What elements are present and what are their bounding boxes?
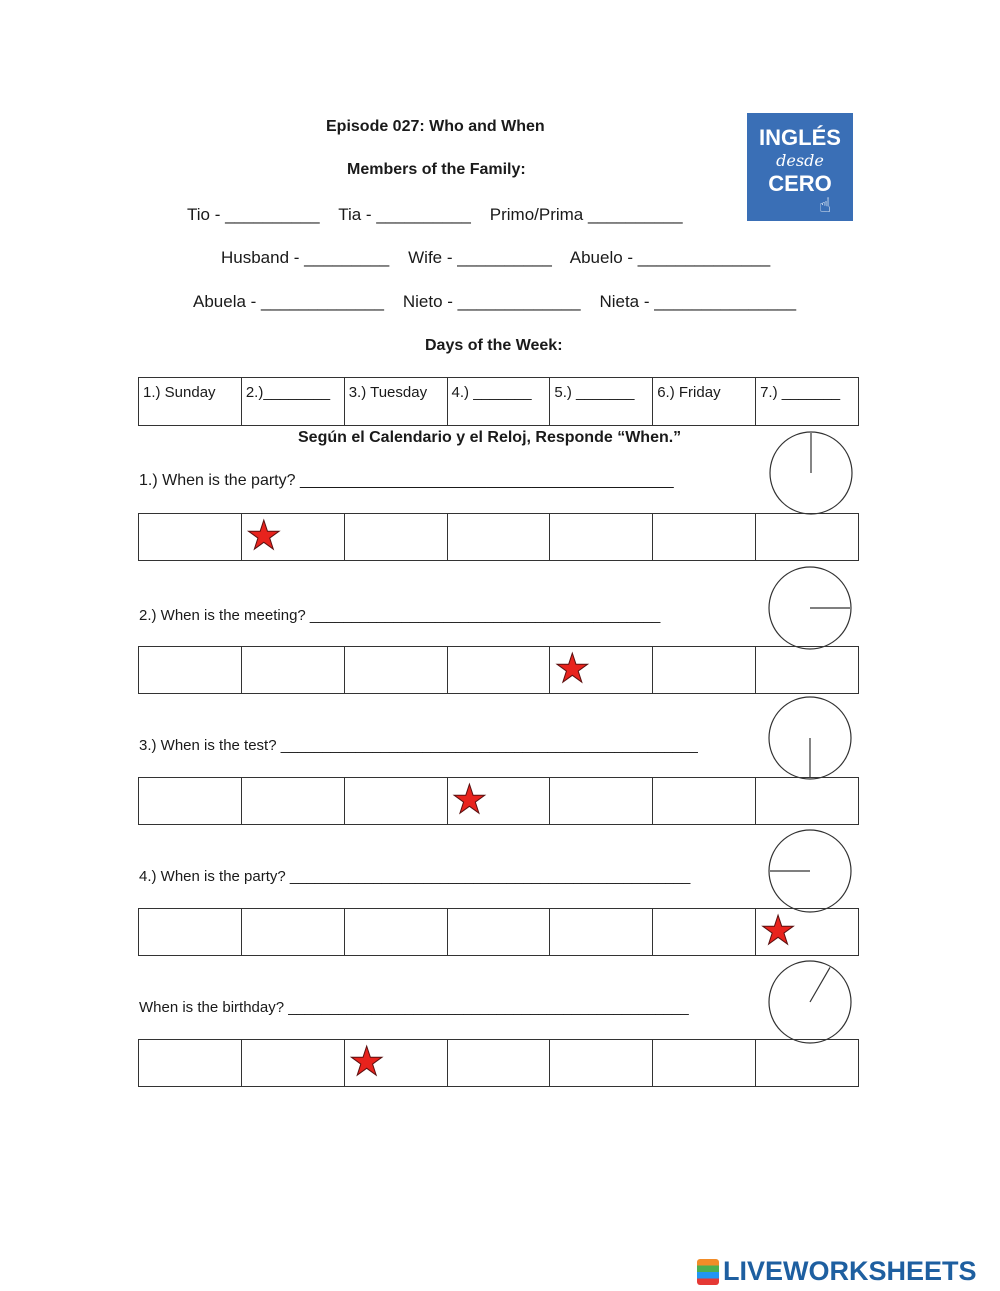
calendar-day-cell	[550, 1040, 653, 1087]
day-cell-7[interactable]: 7.) _______	[756, 378, 859, 426]
calendar-day-cell	[447, 1040, 550, 1087]
clock-icon-2	[767, 565, 853, 651]
calendar-day-cell	[344, 909, 447, 956]
days-of-week-table	[138, 377, 859, 426]
day-cell-5[interactable]: 5.) _______	[550, 378, 653, 426]
pointer-hand-icon: ☝	[819, 195, 832, 217]
calendar-day-cell	[653, 778, 756, 825]
calendar-heading: Según el Calendario y el Reloj, Responde “When.”	[298, 429, 682, 446]
day-cell-4[interactable]: 4.) _______	[447, 378, 550, 426]
calendar-row-4	[138, 908, 859, 956]
worksheet-title: Episode 027: Who and When	[326, 118, 545, 135]
calendar-day-cell	[756, 778, 859, 825]
calendar-day-cell	[756, 1040, 859, 1087]
logo-line-1: INGLÉS	[759, 125, 841, 150]
calendar-day-cell	[653, 647, 756, 694]
calendar-row-2	[138, 646, 859, 694]
calendar-day-cell	[653, 1040, 756, 1087]
liveworksheets-wordmark: LIVEWORKSHEETS	[723, 1256, 977, 1286]
day-cell-2[interactable]: 2.)________	[241, 378, 344, 426]
star-icon: ★	[554, 647, 591, 691]
calendar-day-cell	[756, 909, 859, 956]
calendar-day-cell	[241, 647, 344, 694]
family-row-2[interactable]: Husband - _________ Wife - __________ Abuelo - ______________	[221, 248, 771, 267]
day-cell-6: 6.) Friday	[653, 378, 756, 426]
question-4[interactable]: 4.) When is the party? ________________________________________________	[139, 868, 691, 885]
calendar-day-cell	[241, 1040, 344, 1087]
calendar-day-cell	[653, 514, 756, 561]
liveworksheets-brand	[697, 1256, 977, 1286]
days-heading: Days of the Week:	[425, 337, 563, 354]
calendar-day-cell	[756, 514, 859, 561]
calendar-day-cell	[241, 778, 344, 825]
calendar-day-cell	[447, 514, 550, 561]
clock-icon-4	[767, 828, 853, 914]
calendar-day-cell	[344, 647, 447, 694]
calendar-row-1	[138, 513, 859, 561]
ingles-desde-cero-logo	[747, 113, 853, 221]
question-2[interactable]: 2.) When is the meeting? __________________________________________	[139, 607, 661, 624]
calendar-day-cell	[756, 647, 859, 694]
family-row-3[interactable]: Abuela - _____________ Nieto - _____________ Nieta - _______________	[193, 292, 797, 311]
calendar-day-cell	[139, 909, 242, 956]
calendar-day-cell	[344, 514, 447, 561]
logo-line-3: CERO	[768, 171, 832, 196]
calendar-row-5	[138, 1039, 859, 1087]
clock-icon-3	[767, 695, 853, 781]
calendar-day-cell	[550, 647, 653, 694]
calendar-day-cell	[241, 909, 344, 956]
calendar-day-cell	[139, 1040, 242, 1087]
family-heading: Members of the Family:	[347, 161, 526, 178]
clock-icon-5	[767, 959, 853, 1045]
calendar-day-cell	[447, 909, 550, 956]
logo-line-2: desde	[776, 151, 824, 170]
question-5[interactable]: When is the birthday? ________________________________________________	[139, 999, 689, 1016]
calendar-day-cell	[550, 778, 653, 825]
calendar-day-cell	[447, 647, 550, 694]
calendar-day-cell	[653, 909, 756, 956]
calendar-day-cell	[344, 778, 447, 825]
family-row-1[interactable]: Tio - __________ Tia - __________ Primo/Prima __________	[187, 205, 683, 224]
star-icon: ★	[348, 1040, 385, 1084]
day-cell-3: 3.) Tuesday	[344, 378, 447, 426]
question-3[interactable]: 3.) When is the test? __________________________________________________	[139, 737, 698, 754]
calendar-row-3	[138, 777, 859, 825]
calendar-day-cell	[550, 909, 653, 956]
star-icon: ★	[245, 514, 282, 558]
liveworksheets-logo-icon	[697, 1259, 719, 1285]
question-1[interactable]: 1.) When is the party? __________________________________________	[139, 472, 674, 489]
calendar-day-cell	[241, 514, 344, 561]
calendar-day-cell	[344, 1040, 447, 1087]
star-icon: ★	[451, 778, 488, 822]
calendar-day-cell	[550, 514, 653, 561]
calendar-day-cell	[139, 778, 242, 825]
clock-icon-1	[768, 430, 854, 516]
day-cell-1: 1.) Sunday	[139, 378, 242, 426]
calendar-day-cell	[447, 778, 550, 825]
calendar-day-cell	[139, 514, 242, 561]
star-icon: ★	[760, 909, 796, 953]
calendar-day-cell	[139, 647, 242, 694]
